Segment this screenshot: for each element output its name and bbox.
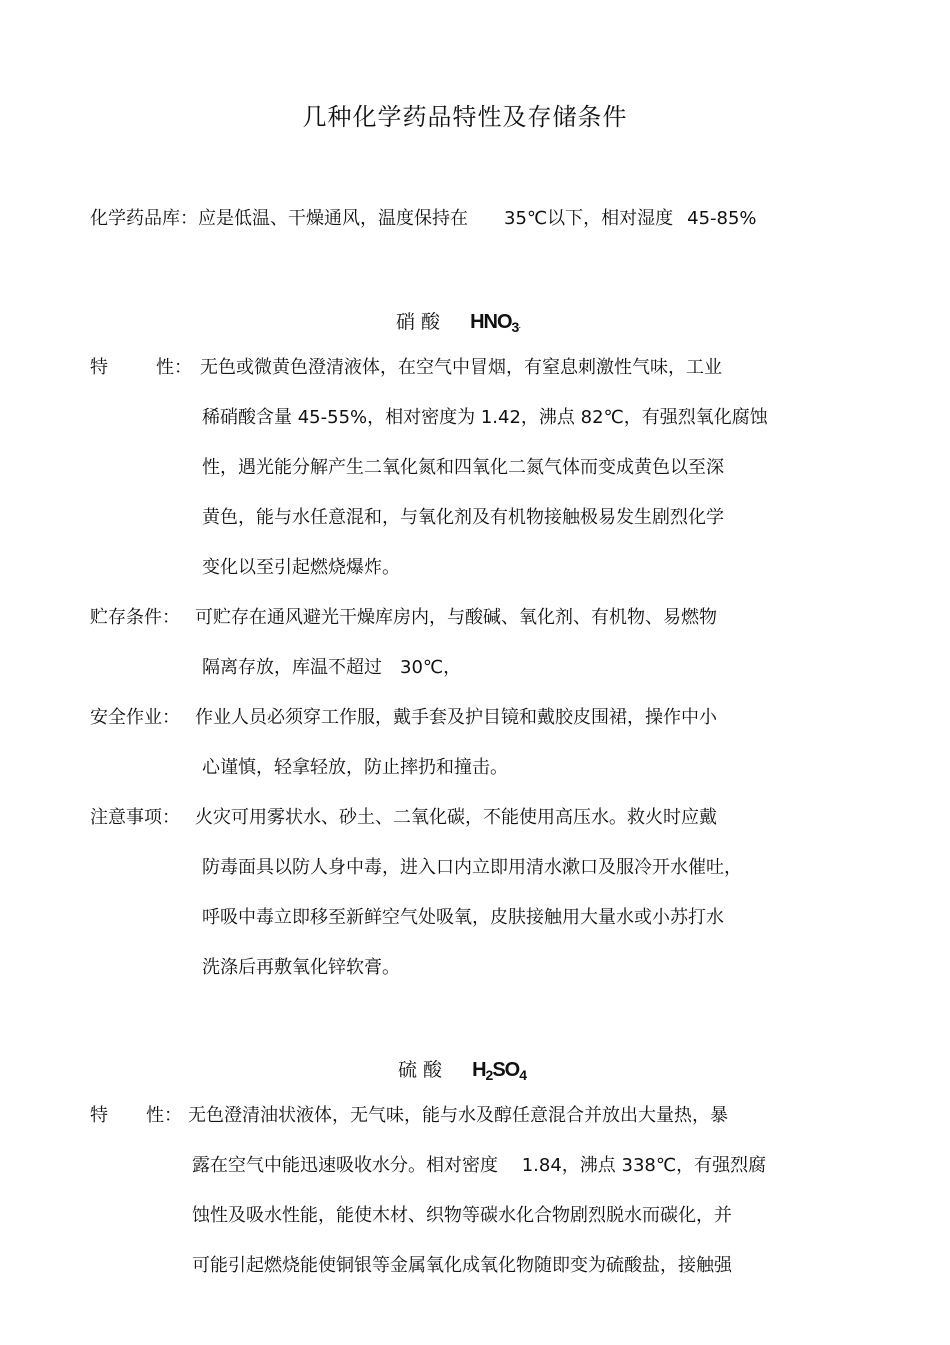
text-line: 蚀性及吸水性能，能使木材、织物等碳水化合物剧烈脱水而碳化，并 — [192, 1205, 732, 1226]
storage-label: 贮存条件： — [90, 607, 180, 628]
text-line: 心谨慎，轻拿轻放，防止摔扔和撞击。 — [202, 757, 508, 778]
text-line: 变化以至引起燃烧爆炸。 — [202, 557, 400, 578]
intro-text-a: 化学药品库：应是低温、干燥通风，温度保持在 — [90, 208, 468, 229]
safety-label: 安全作业： — [90, 707, 180, 728]
section-name: 硝 酸 — [396, 311, 441, 333]
text-line: 可能引起燃烧能使铜银等金属氧化成氧化物随即变为硫酸盐，接触强 — [192, 1255, 732, 1276]
text-line: 露在空气中能迅速吸收水分。相对密度 1.84，沸点 338℃，有强烈腐 — [192, 1155, 767, 1176]
text-line: 作业人员必须穿工作服，戴手套及护目镜和戴胶皮围裙，操作中小 — [195, 707, 717, 728]
chemical-formula: $H_2SO_4$ — [472, 1059, 527, 1083]
section-heading-nitric-acid — [396, 307, 520, 335]
properties-label: 特 性： — [90, 357, 192, 378]
text-line: 呼吸中毒立即移至新鲜空气处吸氧，皮肤接触用大量水或小苏打水 — [202, 907, 724, 928]
properties-label: 特 性： — [90, 1105, 182, 1126]
text-line: 隔离存放，库温不超过 30℃， — [202, 657, 462, 678]
text-line: 无色澄清油状液体，无气味，能与水及醇任意混合并放出大量热，暴 — [188, 1105, 728, 1126]
intro-text-b: 35℃以下，相对湿度 — [504, 208, 674, 229]
section-heading-sulfuric-acid — [398, 1055, 526, 1083]
text-line: 黄色，能与水任意混和，与氧化剂及有机物接触极易发生剧烈化学 — [202, 507, 724, 528]
text-line: 洗涤后再敷氧化锌软膏。 — [202, 957, 400, 978]
text-line: 火灾可用雾状水、砂土、二氧化碳，不能使用高压水。救火时应戴 — [195, 807, 717, 828]
text-line: 无色或微黄色澄清液体，在空气中冒烟，有窒息刺激性气味，工业 — [200, 357, 722, 378]
intro-text-c: 45-85% — [687, 208, 757, 229]
chemical-formula: $HNO_3$. — [470, 311, 521, 335]
text-line: 性，遇光能分解产生二氧化氮和四氧化二氮气体而变成黄色以至深 — [202, 457, 724, 478]
text-line: 稀硝酸含量 45-55%，相对密度为 1.42，沸点 82℃，有强烈氧化腐蚀 — [202, 407, 768, 428]
text-line: 可贮存在通风避光干燥库房内，与酸碱、氧化剂、有机物、易燃物 — [195, 607, 717, 628]
text-line: 防毒面具以防人身中毒，进入口内立即用清水漱口及服冷开水催吐， — [202, 857, 742, 878]
section-name: 硫 酸 — [398, 1059, 443, 1081]
notes-label: 注意事项： — [90, 807, 180, 828]
storage-intro — [90, 204, 757, 230]
page-title: 几种化学药品特性及存储条件 — [302, 103, 628, 131]
